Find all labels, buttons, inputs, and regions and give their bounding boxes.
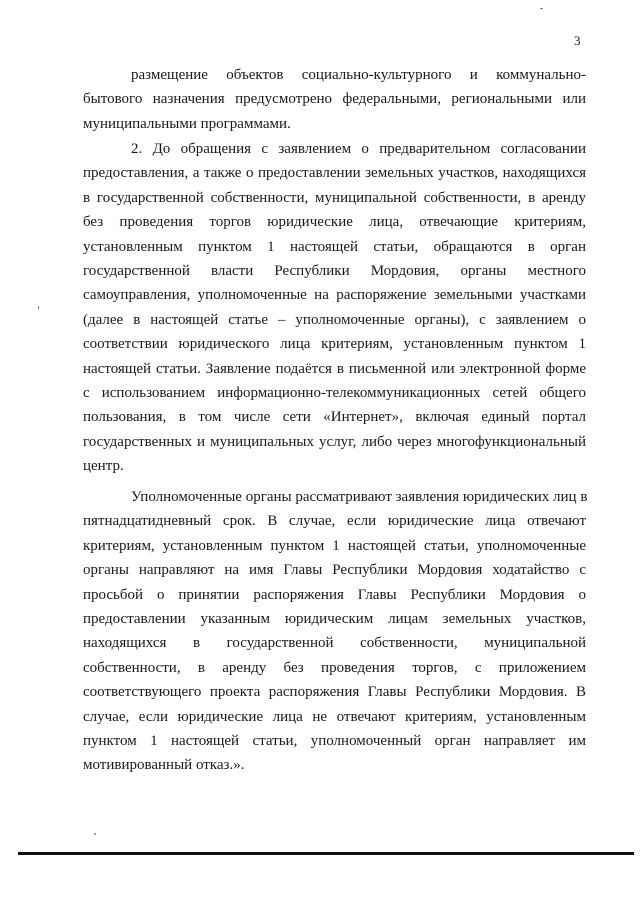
text-line: предоставления, а также о предоставлении земельных участков, находящихся — [83, 165, 586, 182]
text-line: самоуправления, уполномоченные на распоряжение земельными участками — [83, 287, 586, 304]
text-line: в государственной собственности, муниципальной собственности, в аренду — [83, 189, 586, 206]
text-line: установленным пунктом 1 настоящей статьи, обращаются в орган — [83, 238, 586, 255]
text-line: центр. — [83, 458, 124, 475]
text-line: бытового назначения предусмотрено федеральными, региональными или — [83, 91, 586, 108]
text-line: государственной власти Республики Мордовия, органы местного — [83, 263, 586, 280]
text-line: с использованием информационно-телекоммуникационных сетей общего — [83, 385, 586, 402]
text-line: пятнадцатидневный срок. В случае, если юридические лица отвечают — [83, 513, 586, 530]
text-line: просьбой о принятии распоряжения Главы Республики Мордовия о — [83, 586, 586, 603]
text-line: Уполномоченные органы рассматривают заявления юридических лиц в — [131, 489, 588, 505]
text-line: пунктом 1 настоящей статьи, уполномоченный орган направляет им — [83, 733, 586, 750]
paragraph-2 — [83, 137, 586, 479]
paragraph-1 — [83, 63, 586, 136]
text-line: предоставлении указанным юридическим лицам земельных участков, — [83, 611, 586, 628]
text-line: соответствующего проекта распоряжения Главы Республики Мордовия. В — [83, 684, 586, 701]
text-line: мотивированный отказ.». — [83, 757, 245, 774]
paragraph-3 — [83, 485, 586, 778]
page-number: 3 — [574, 33, 581, 48]
text-line: настоящей статьи. Заявление подаётся в письменной или электронной форме — [83, 360, 586, 377]
text-line: находящихся в государственной собственности, муниципальной — [83, 635, 586, 652]
text-line: критериям, установленным пунктом 1 настоящей статьи, уполномоченные — [83, 537, 586, 554]
text-line: без проведения торгов юридические лица, отвечающие критериям, — [83, 214, 586, 231]
text-line: 2. До обращения с заявлением о предварительном согласовании — [131, 141, 586, 157]
scan-speck — [540, 8, 543, 9]
text-line: случае, если юридические лица не отвечают критериям, установленным — [83, 708, 586, 725]
text-line: собственности, в аренду без проведения торгов, с приложением — [83, 659, 586, 676]
text-line: пользования, в том числе сети «Интернет», включая единый портал — [83, 409, 586, 426]
text-line: органы направляют на имя Главы Республики Мордовия ходатайство с — [83, 562, 586, 579]
text-line: соответствии юридического лица критериям, установленным пунктом 1 — [83, 336, 586, 353]
text-line: размещение объектов социально-культурного и коммунально- — [131, 67, 586, 83]
text-line: муниципальными программами. — [83, 115, 291, 132]
scan-speck — [38, 306, 39, 309]
text-line: (далее в настоящей статье – уполномоченные органы), с заявлением о — [83, 311, 586, 328]
bottom-rule — [18, 852, 634, 855]
scan-speck — [94, 833, 96, 835]
text-line: государственных и муниципальных услуг, либо через многофункциональный — [83, 433, 586, 450]
